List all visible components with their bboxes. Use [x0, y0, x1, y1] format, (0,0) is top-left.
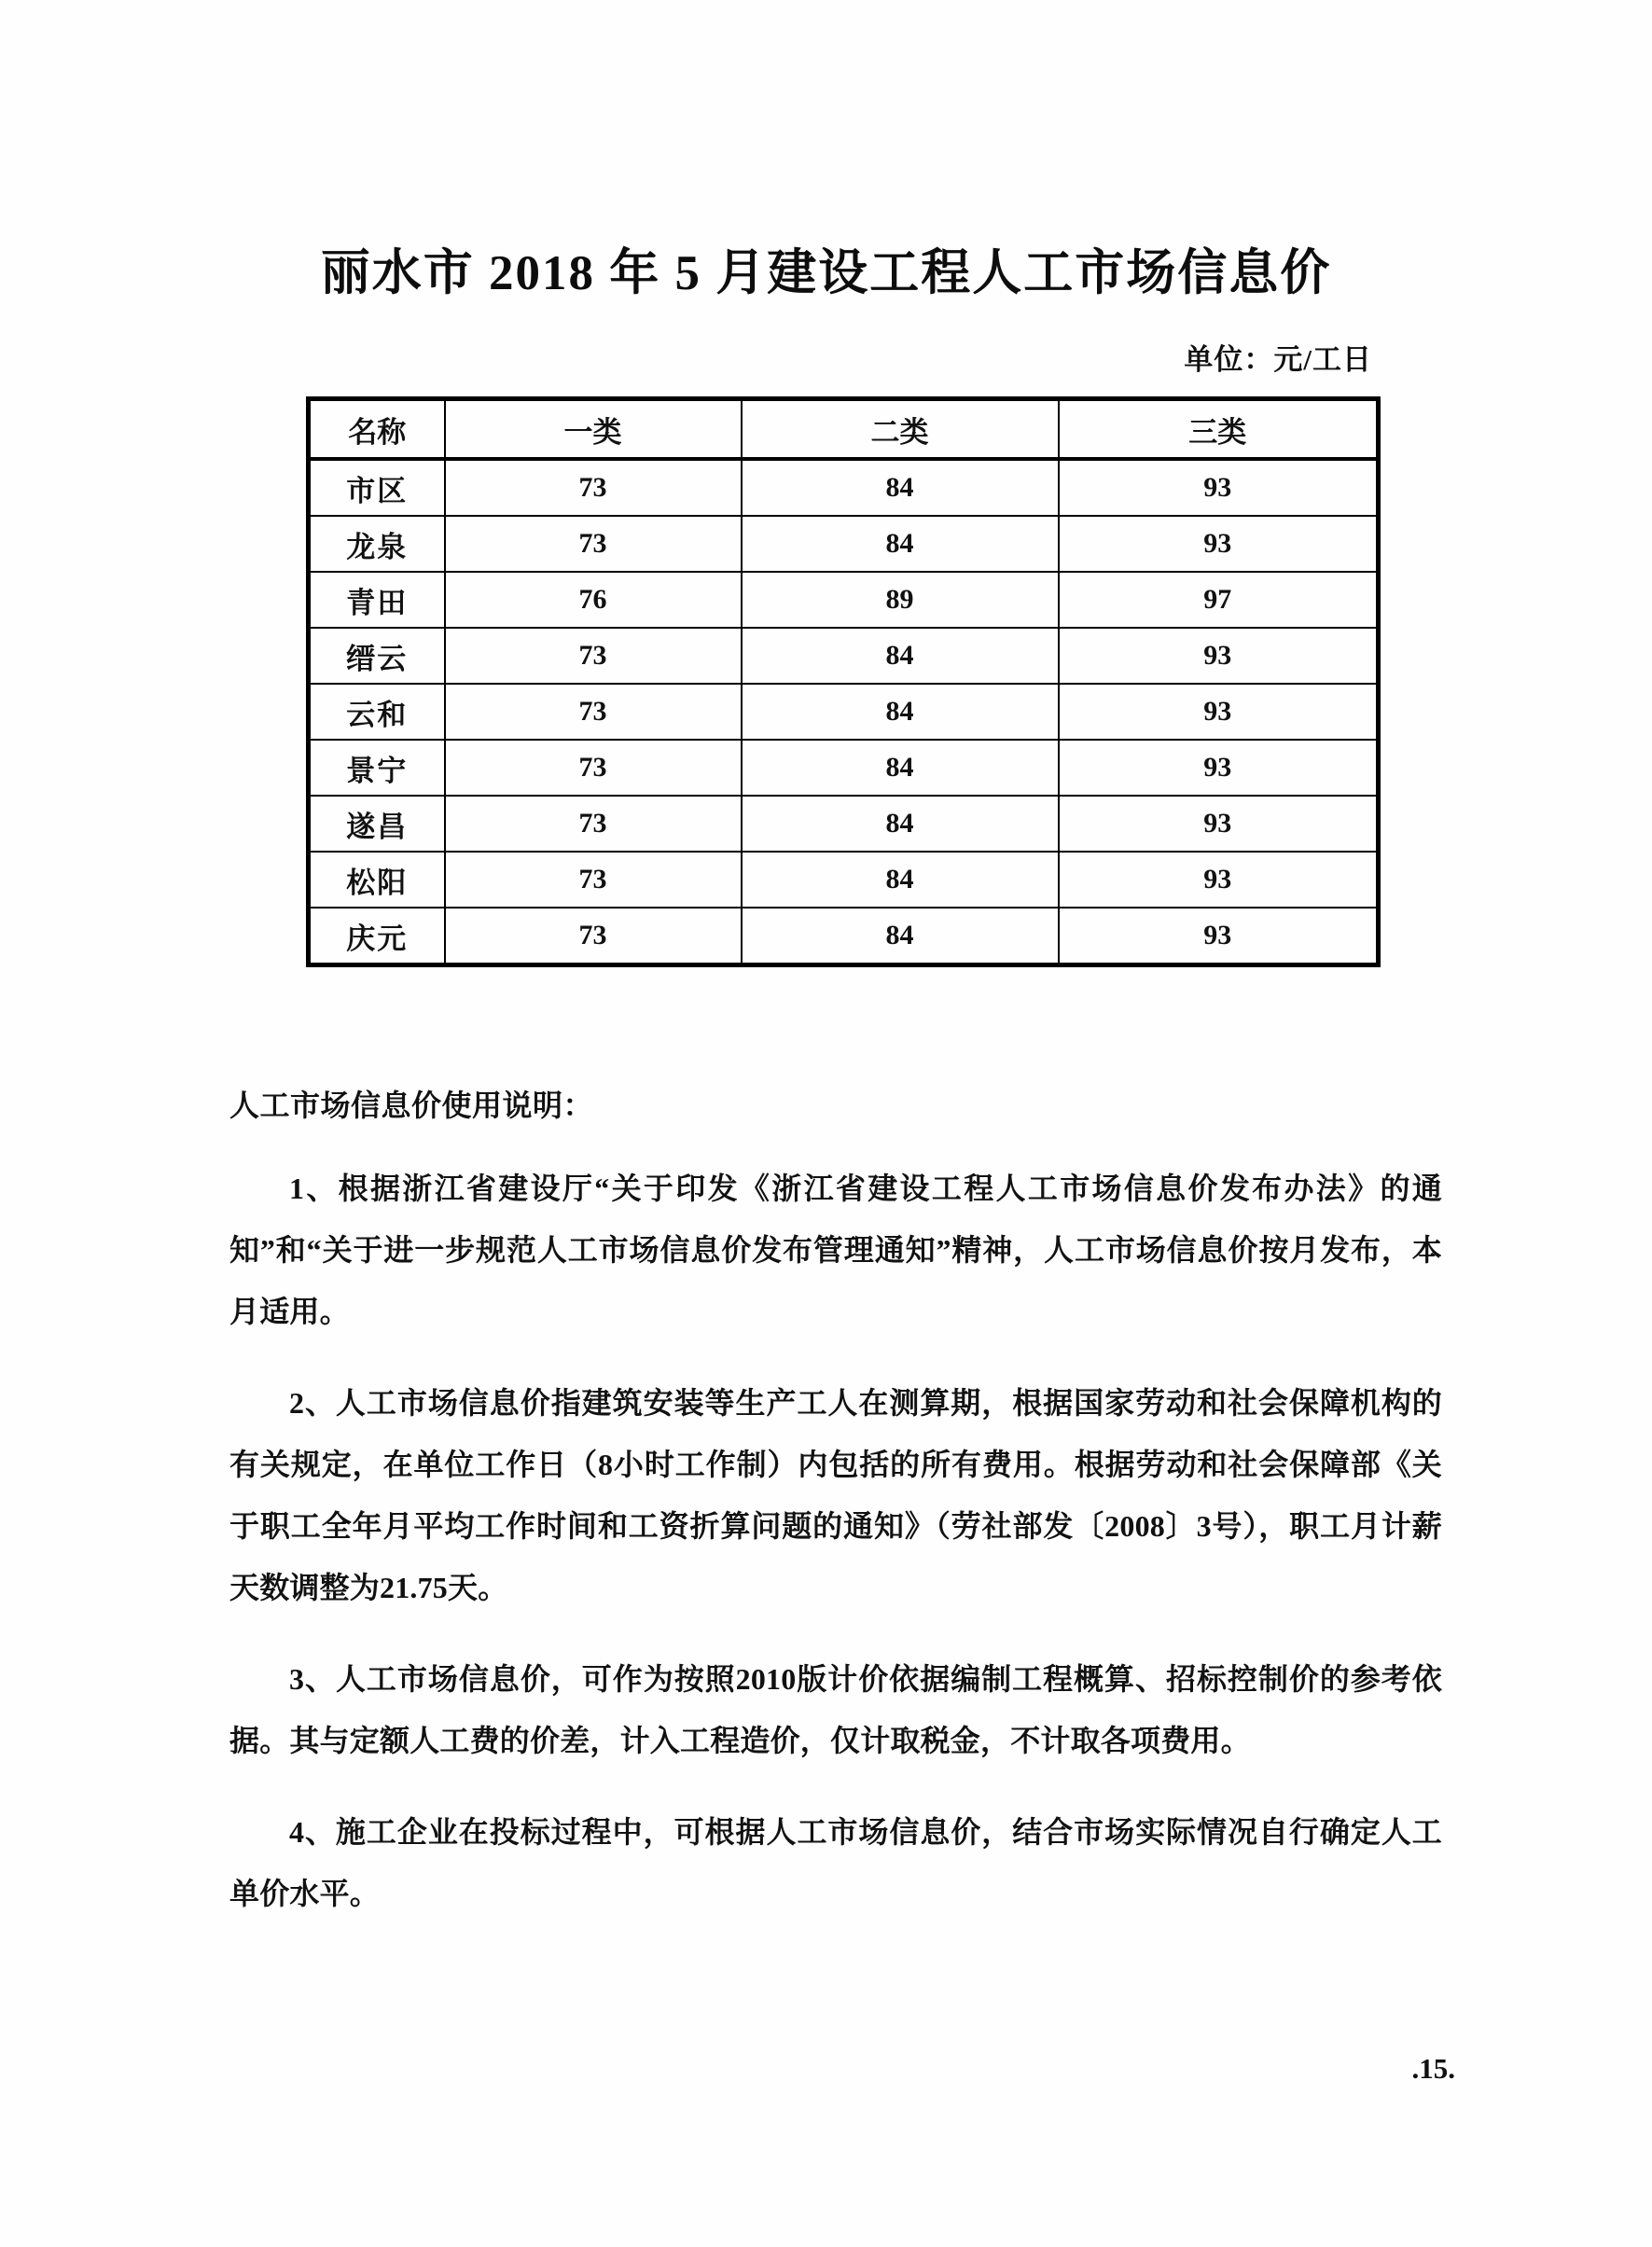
row-tier2: 84: [742, 628, 1059, 684]
row-tier3: 93: [1059, 628, 1379, 684]
note-item-2: [229, 1372, 1442, 1618]
row-name: 龙泉: [309, 516, 445, 572]
row-tier3: 93: [1059, 516, 1379, 572]
row-tier3: 93: [1059, 852, 1379, 908]
table-row: [309, 684, 1379, 740]
row-tier1: 73: [445, 628, 742, 684]
labor-price-table: [306, 396, 1381, 967]
table-row: [309, 628, 1379, 684]
table-row: [309, 796, 1379, 852]
row-tier1: 76: [445, 572, 742, 628]
table-header-row: [309, 399, 1379, 460]
row-tier1: 73: [445, 796, 742, 852]
note-item-3: [229, 1648, 1442, 1771]
note-item-2-text: 2、人工市场信息价指建筑安装等生产工人在测算期，根据国家劳动和社会保障机构的有关规定，在单位工作日（8小时工作制）内包括的所有费用。根据劳动和社会保障部《关于职工全年月平均工作时间和工资折算问题的通知》（劳社部发〔2008〕3号），职工月计薪天数调整为21.75天。: [229, 1386, 1442, 1605]
table-row: [309, 908, 1379, 965]
page-title: 丽水市 2018 年 5 月建设工程人工市场信息价: [320, 246, 1332, 300]
labor-price-table-container: [306, 396, 1376, 967]
note-item-4-text: 4、施工企业在投标过程中，可根据人工市场信息价，结合市场实际情况自行确定人工单价水平。: [229, 1815, 1442, 1911]
row-tier2: 84: [742, 684, 1059, 740]
column-header-tier1: 一类: [445, 399, 742, 460]
row-name: 青田: [309, 572, 445, 628]
note-item-1: [229, 1158, 1442, 1342]
row-tier2: 84: [742, 459, 1059, 516]
row-name: 市区: [309, 459, 445, 516]
table-row: [309, 516, 1379, 572]
row-tier3: 93: [1059, 740, 1379, 796]
row-tier3: 93: [1059, 459, 1379, 516]
row-tier1: 73: [445, 684, 742, 740]
row-tier2: 84: [742, 516, 1059, 572]
note-item-3-text: 3、人工市场信息价，可作为按照2010版计价依据编制工程概算、招标控制价的参考依据。其与定额人工费的价差，计入工程造价，仅计取税金，不计取各项费用。: [229, 1662, 1442, 1758]
column-header-tier3: 三类: [1059, 399, 1379, 460]
row-tier1: 73: [445, 908, 742, 965]
row-tier2: 89: [742, 572, 1059, 628]
table-row: [309, 852, 1379, 908]
row-tier2: 84: [742, 796, 1059, 852]
column-header-tier2: 二类: [742, 399, 1059, 460]
table-row: [309, 459, 1379, 516]
row-tier3: 93: [1059, 796, 1379, 852]
row-tier3: 93: [1059, 908, 1379, 965]
row-tier1: 73: [445, 740, 742, 796]
unit-caption: 单位：元/工日: [1184, 343, 1372, 376]
row-tier1: 73: [445, 459, 742, 516]
row-tier1: 73: [445, 852, 742, 908]
row-tier2: 84: [742, 908, 1059, 965]
row-tier2: 84: [742, 740, 1059, 796]
note-item-1-text: 1、根据浙江省建设厅“关于印发《浙江省建设工程人工市场信息价发布办法》的通知”和“关于进一步规范人工市场信息价发布管理通知”精神，人工市场信息价按月发布，本月适用。: [229, 1172, 1442, 1329]
table-row: [309, 740, 1379, 796]
row-tier2: 84: [742, 852, 1059, 908]
column-header-name: 名称: [309, 399, 445, 460]
row-tier3: 93: [1059, 684, 1379, 740]
row-name: 缙云: [309, 628, 445, 684]
row-tier1: 73: [445, 516, 742, 572]
page-number: .15.: [1411, 2052, 1455, 2085]
row-tier3: 97: [1059, 572, 1379, 628]
note-item-4: [229, 1801, 1442, 1924]
row-name: 庆元: [309, 908, 445, 965]
table-row: [309, 572, 1379, 628]
row-name: 云和: [309, 684, 445, 740]
notes-heading: 人工市场信息价使用说明：: [229, 1089, 594, 1122]
usage-notes-section: [229, 1089, 1442, 1937]
row-name: 松阳: [309, 852, 445, 908]
row-name: 景宁: [309, 740, 445, 796]
row-name: 遂昌: [309, 796, 445, 852]
